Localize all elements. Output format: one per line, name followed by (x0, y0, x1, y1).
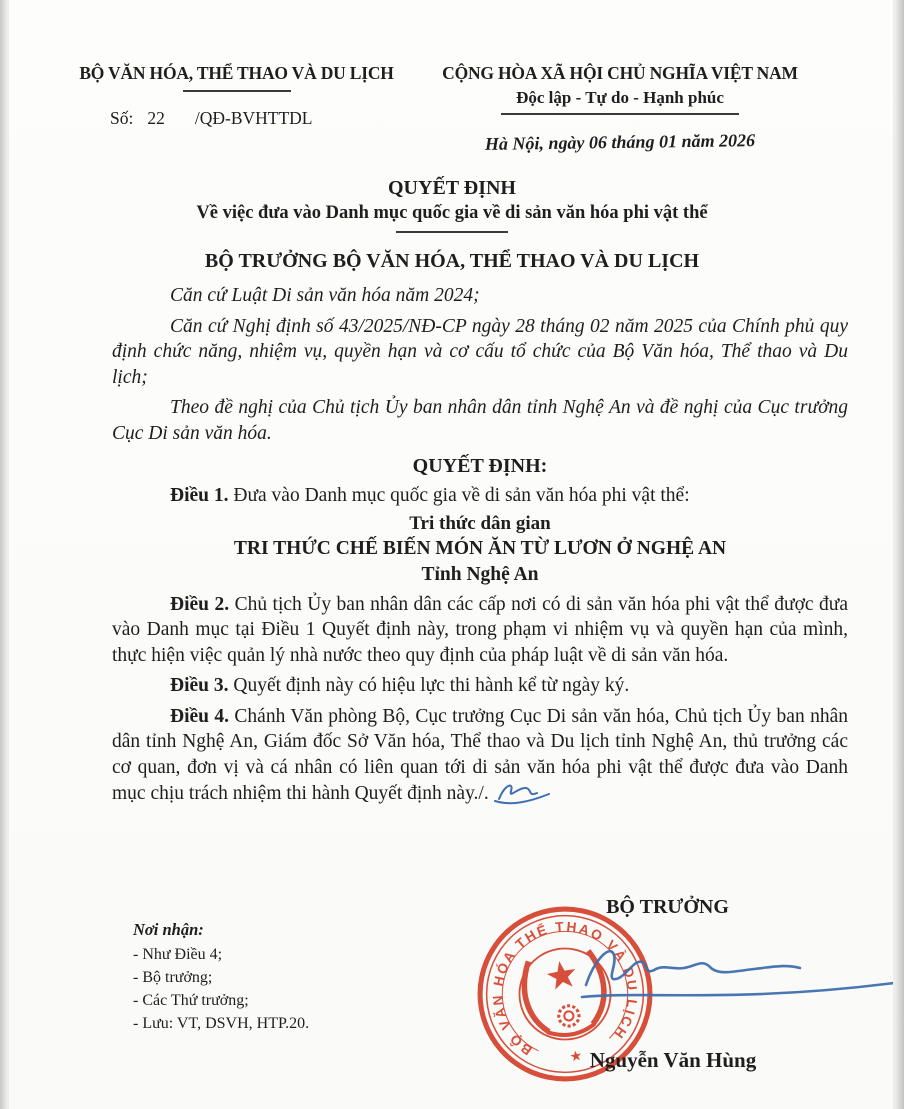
seal-bottom-star: ★ (568, 1047, 584, 1066)
recipients-block (133, 918, 309, 1035)
preamble-paragraph: Theo đề nghị của Chủ tịch Ủy ban nhân dân tỉnh Nghệ An và đề nghị của Cục trưởng Cục Di sản văn hóa. (112, 397, 848, 444)
doc-number-suffix: /QĐ-BVHTTDL (194, 108, 313, 128)
emblem-wreath-left (519, 960, 549, 1035)
recipient-item: - Như Điều 4; (133, 946, 223, 963)
seal-circular-text: BỘ VĂN HÓA THỂ THAO VÀ DU LỊCH (490, 919, 640, 1058)
title-underline (396, 231, 508, 233)
article-label: Điều 2. (170, 593, 230, 615)
document-title-block (0, 175, 904, 274)
article-2 (112, 592, 848, 669)
heritage-province: Tỉnh Nghệ An (421, 563, 539, 585)
republic-line: CỘNG HÒA XÃ HỘI CHỦ NGHĨA VIỆT NAM (442, 63, 798, 83)
motto-line: Độc lập - Tự do - Hạnh phúc (516, 88, 724, 107)
article-label: Điều 3. (170, 675, 229, 696)
signer-position-title: BỘ TRƯỞNG (606, 896, 729, 918)
heritage-name: TRI THỨC CHẾ BIẾN MÓN ĂN TỪ LƯƠN Ở NGHỆ AN (233, 537, 727, 559)
article-4 (112, 704, 848, 807)
recipients-label: Nơi nhận: (133, 920, 204, 939)
recipient-item: - Các Thứ trưởng; (133, 992, 249, 1009)
place-date-line: Hà Nội, ngày 06 tháng 01 năm 2026 (484, 130, 756, 154)
scan-edge-right (893, 0, 904, 1109)
document-header (0, 0, 904, 153)
heritage-category: Tri thức dân gian (409, 512, 551, 534)
article-text: Quyết định này có hiệu lực thi hành kể từ ngày ký. (233, 675, 630, 696)
ministry-underline (183, 90, 291, 92)
emblem-star (545, 959, 578, 991)
doc-subject: Về việc đưa vào Danh mục quốc gia về di sản văn hóa phi vật thể (196, 203, 708, 223)
article-1 (112, 483, 848, 509)
initials-signature-mark (493, 780, 551, 806)
article-label: Điều 1. (170, 485, 229, 506)
article-text: Chủ tịch Ủy ban nhân dân các cấp nơi có di sản văn hóa phi vật thể được đưa vào Danh mục tại Điều 1 Quyết định này, trong phạm vi nhiệm vụ và quyền hạn của mình, thực hiện việc quản lý nhà nước theo quy định của pháp luật về di sản văn hóa. (112, 593, 848, 666)
recipient-item: - Lưu: VT, DSVH, HTP.20. (133, 1015, 310, 1032)
emblem-gear-hub (564, 1011, 575, 1022)
national-header-block (405, 62, 835, 153)
document-body (0, 274, 904, 807)
emblem-banner (547, 1024, 596, 1039)
article-text: Chánh Văn phòng Bộ, Cục trưởng Cục Di sản văn hóa, Chủ tịch Ủy ban nhân dân tỉnh Nghệ An, Giám đốc Sở Văn hóa, Thể thao và Du lịch tỉnh Nghệ An, thủ trưởng các cơ quan, đơn vị và cá nhân có liên quan tới di sản văn hóa phi vật thể được đưa vào Danh mục chịu trách nhiệm thi hành Quyết định này./. (112, 705, 849, 804)
article-label: Điều 4. (170, 705, 230, 727)
doc-number-value: 22 (147, 108, 165, 128)
issuer-title: BỘ TRƯỞNG BỘ VĂN HÓA, THỂ THAO VÀ DU LỊCH (204, 250, 700, 272)
doc-type-title: QUYẾT ĐỊNH (388, 177, 516, 199)
decision-heading: QUYẾT ĐỊNH: (412, 455, 548, 477)
signer-name: Nguyễn Văn Hùng (589, 1048, 757, 1072)
document-number-line (68, 108, 405, 129)
article-3 (112, 673, 848, 699)
issuing-agency-block (0, 62, 405, 153)
preamble-paragraph: Căn cứ Luật Di sản văn hóa năm 2024; (170, 285, 480, 306)
ministry-name: BỘ VĂN HÓA, THỂ THAO VÀ DU LỊCH (79, 63, 394, 83)
scan-edge-left (0, 0, 9, 1109)
recipient-item: - Bộ trưởng; (133, 969, 213, 986)
article-text: Đưa vào Danh mục quốc gia về di sản văn hóa phi vật thể: (233, 485, 690, 506)
preamble-paragraph: Căn cứ Nghị định số 43/2025/NĐ-CP ngày 28 tháng 02 năm 2025 của Chính phủ quy định chức năng, nhiệm vụ, quyền hạn và cơ cấu tổ chức của Bộ Văn hóa, Thể thao và Du lịch; (112, 315, 848, 388)
doc-number-label: Số: (110, 108, 134, 128)
minister-signature (576, 933, 898, 1018)
motto-underline (501, 113, 739, 115)
